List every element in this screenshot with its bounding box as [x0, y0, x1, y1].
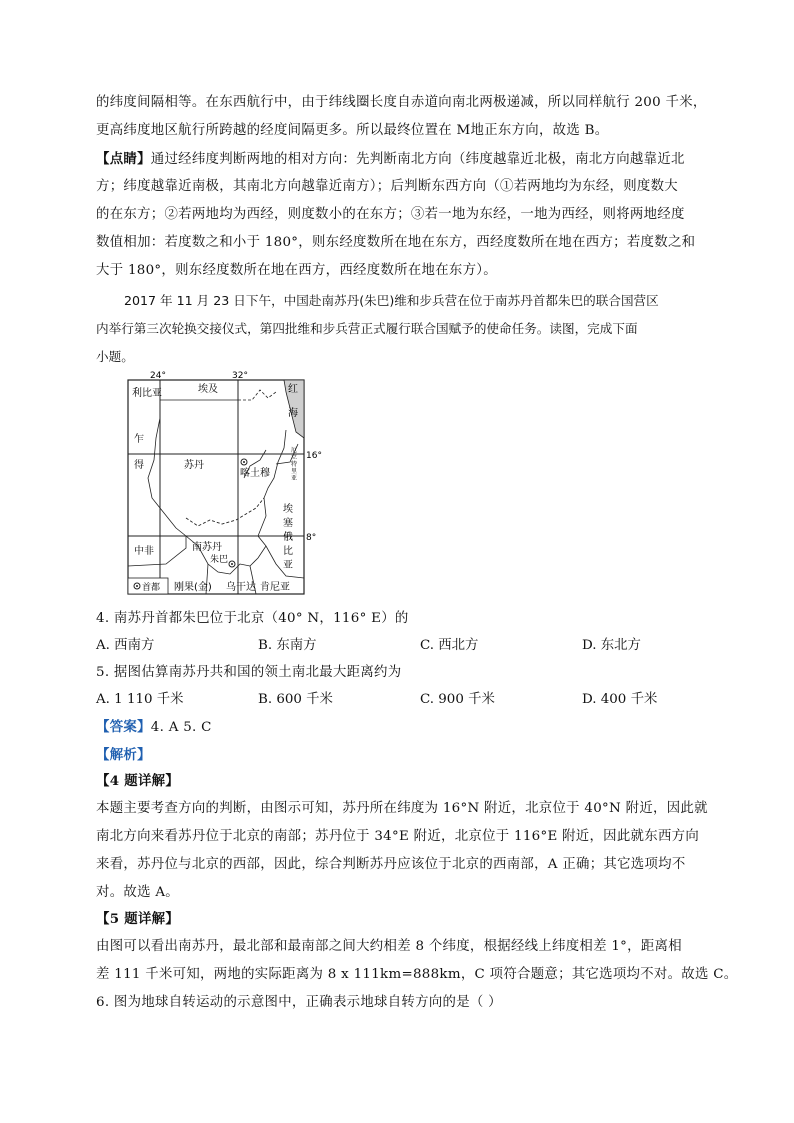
juba-label: 朱巴	[210, 555, 229, 565]
red-sea-label-1: 红	[288, 384, 298, 395]
lat-16-label: 16°	[306, 451, 322, 461]
chad-label-2: 得	[134, 460, 144, 471]
tip-line-2: 方；纬度越靠近南极，其南北方向越靠近南方）；后判断东西方向（①若两地均为东经，则度数大	[96, 179, 678, 194]
d5-line-1: 由图可以看出南苏丹，最北部和最南部之间大约相差 8 个纬度，根据经线上纬度相差 1°，距离相	[96, 939, 682, 954]
ethiopia-label-3: 俄	[283, 532, 293, 543]
car-label: 中非	[134, 546, 154, 557]
ethiopia-label-1: 埃	[283, 504, 293, 515]
d4-line-4: 对。故选 A。	[96, 885, 179, 900]
answer-line	[96, 714, 700, 741]
sudan-label: 苏丹	[184, 460, 204, 471]
tip-line-1	[96, 146, 700, 173]
answer-text: 4. A 5. C	[150, 720, 212, 735]
drc-label: 刚果(金)	[174, 582, 212, 593]
intro-line-3: 小题。	[96, 349, 134, 364]
q4-option-d: D. 东北方	[582, 638, 641, 653]
q5-option-b: B. 600 千米	[258, 692, 333, 707]
lon-32-label: 32°	[232, 371, 248, 381]
q6-stem: 6. 图为地球自转运动的示意图中，正确表示地球自转方向的是（ ）	[96, 995, 502, 1010]
q5-option-a: A. 1 110 千米	[96, 692, 184, 707]
eritrea-label-2: 立	[291, 454, 298, 461]
tip-line-4: 数值相加：若度数之和小于 180°，则东经度数所在地在东方，西经度数所在地在西方；若度数之和	[96, 235, 696, 250]
ethiopia-label-4: 比	[283, 546, 293, 557]
uganda-label: 乌干达	[226, 582, 256, 593]
tip-line-5: 大于 180°，则东经度数所在地在西方，西经度数所在地在东方）。	[96, 263, 497, 278]
q4-option-a: A. 西南方	[96, 638, 155, 653]
legend-label: 首都	[142, 583, 161, 593]
q4-stem: 4. 南苏丹首都朱巴位于北京（40° N，116° E）的	[96, 611, 409, 626]
south-sudan-label: 南苏丹	[192, 542, 222, 553]
eritrea-label-4: 里	[291, 468, 298, 475]
red-sea-label-2: 海	[288, 408, 298, 419]
lon-24-label: 24°	[150, 371, 166, 381]
analysis-label: 【解析】	[96, 747, 151, 763]
d5-line-2: 差 111 千米可知，两地的实际距离为 8 x 111km=888km，C 项符合题意；其它选项均不对。故选 C。	[96, 967, 738, 982]
kenya-label: 肯尼亚	[260, 582, 290, 593]
prev-line-2: 更高纬度地区航行所跨越的经度间隔更多。所以最终位置在 M地正东方向，故选 B。	[96, 123, 609, 138]
lat-8-label: 8°	[306, 533, 317, 543]
khartoum-label: 喀土穆	[240, 468, 270, 479]
d4-line-3: 来看，苏丹位与北京的西部，因此，综合判断苏丹应该位于北京的西南部，A 正确；其它选项均不	[96, 857, 686, 872]
d4-label: 【4 题详解】	[96, 773, 180, 789]
chad-label-1: 乍	[134, 434, 144, 445]
tip-label: 【点睛】	[96, 151, 151, 167]
q5-option-c: C. 900 千米	[420, 692, 495, 707]
ethiopia-label-2: 塞	[283, 518, 293, 529]
d4-line-2: 南北方向来看苏丹位于北京的南部；苏丹位于 34°E 附近，北京位于 116°E 附近，因此就东西方向	[96, 829, 700, 844]
sudan-map	[126, 368, 326, 598]
d5-label: 【5 题详解】	[96, 911, 180, 927]
intro-line-2: 内举行第三次轮换交接仪式，第四批维和步兵营正式履行联合国赋予的使命任务。读图，完成下面	[96, 321, 638, 336]
q4-option-c: C. 西北方	[420, 638, 479, 653]
eritrea-label-5: 亚	[291, 475, 298, 482]
intro-line-1: 2017 年 11 月 23 日下午，中国赴南苏丹(朱巴)维和步兵营在位于南苏丹首都朱巴的联合国营区	[124, 293, 659, 308]
prev-line-1: 的纬度间隔相等。在东西航行中，由于纬线圈长度自赤道向南北两极递减，所以同样航行 200 千米，	[96, 95, 707, 110]
egypt-label: 埃及	[198, 384, 218, 395]
eritrea-label-3: 特	[291, 461, 298, 468]
tip-line-3: 的在东方；②若两地均为西经，则度数小的在东方；③若一地为东经，一地为西经，则将两地经度	[96, 207, 685, 222]
q5-option-d: D. 400 千米	[582, 692, 658, 707]
eritrea-label-1: 厄	[291, 447, 298, 454]
q5-stem: 5. 据图估算南苏丹共和国的领土南北最大距离约为	[96, 665, 402, 680]
libya-label: 利比亚	[132, 388, 162, 399]
q4-option-b: B. 东南方	[258, 638, 317, 653]
d4-line-1: 本题主要考查方向的判断，由图示可知，苏丹所在纬度为 16°N 附近，北京位于 40°N 附近，因此就	[96, 801, 708, 816]
tip-text-1: 通过经纬度判断两地的相对方向：先判断南北方向（纬度越靠近北极，南北方向越靠近北	[150, 152, 685, 167]
answer-label: 【答案】	[96, 719, 151, 735]
ethiopia-label-5: 亚	[283, 560, 293, 571]
